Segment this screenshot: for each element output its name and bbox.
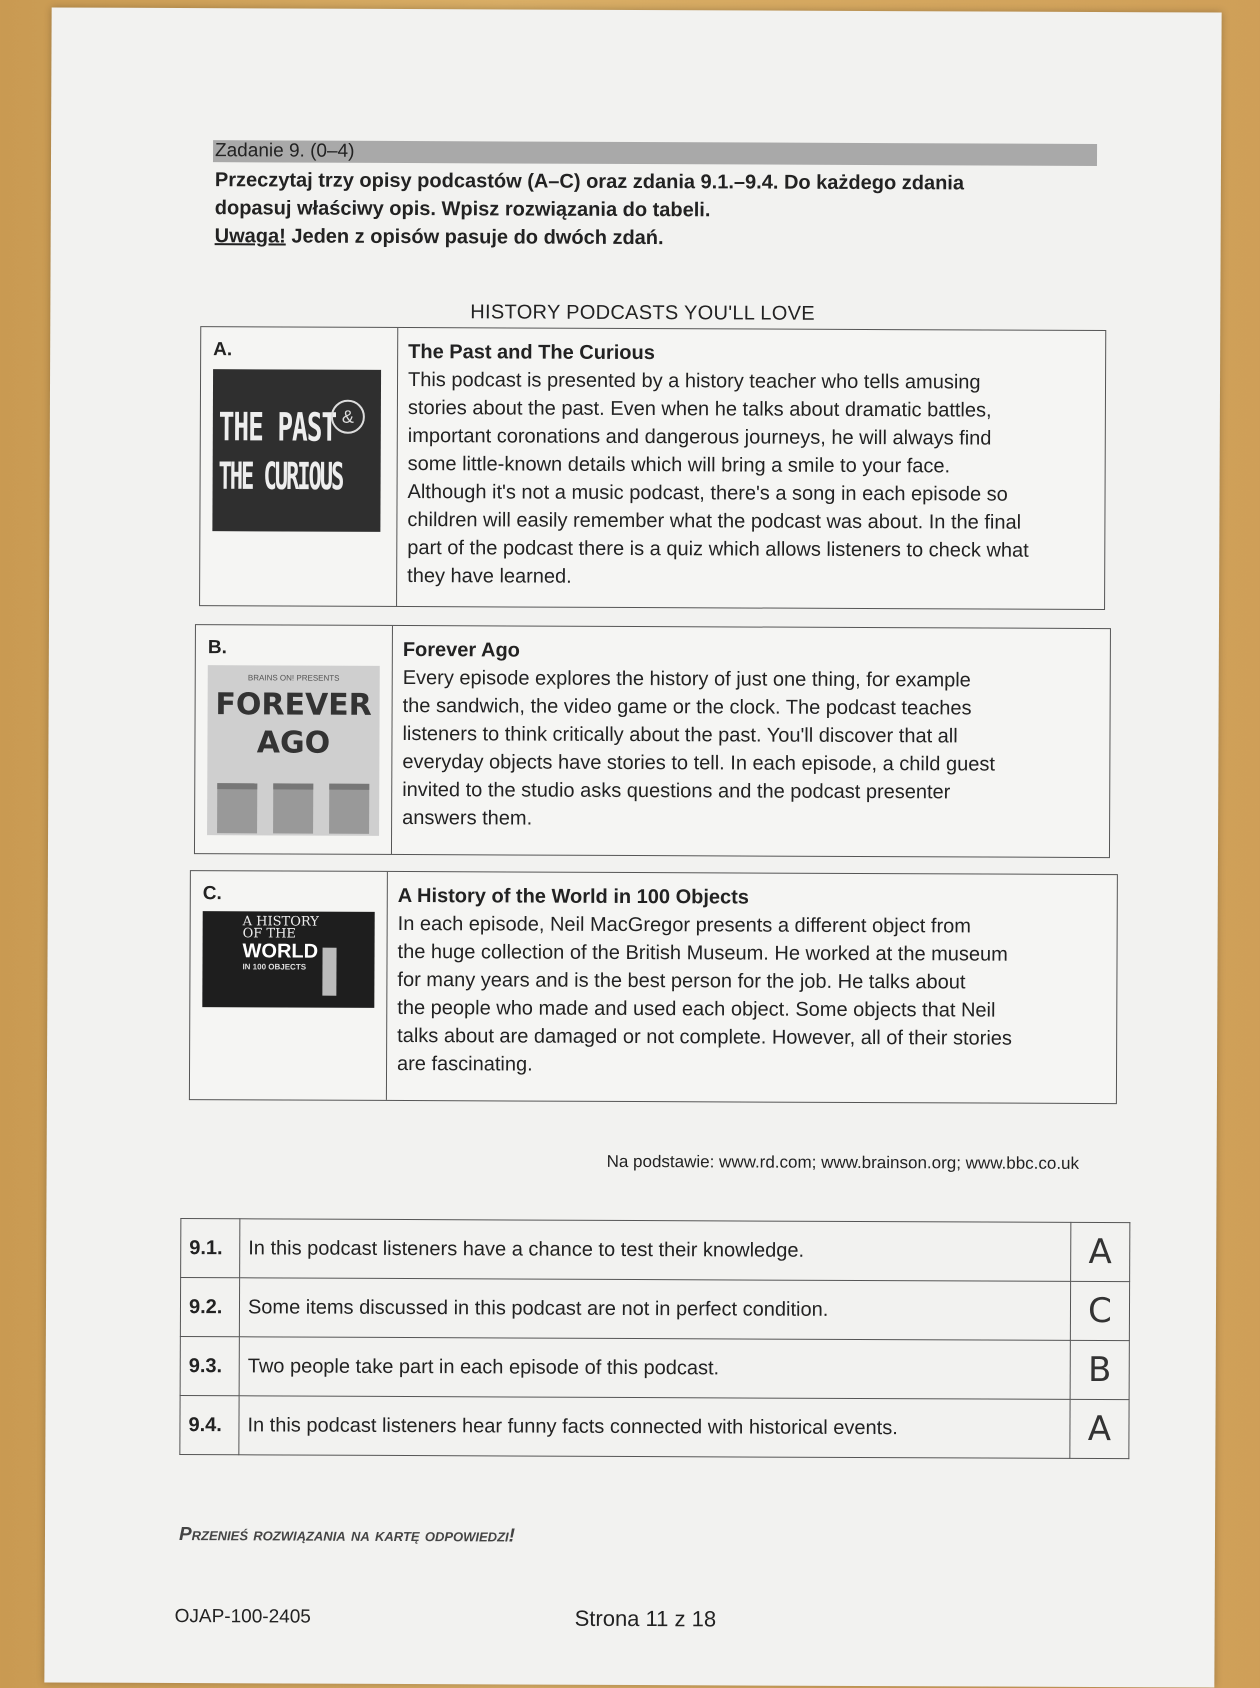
answer-cell[interactable]: C bbox=[1070, 1281, 1129, 1340]
warning-label: Uwaga! bbox=[214, 225, 286, 248]
row-statement: In this podcast listeners hear funny facts connected with historical events. bbox=[239, 1396, 1070, 1459]
the-past-curious-logo: THE PAST & THE CURIOUS bbox=[212, 369, 381, 532]
card-c-image-cell bbox=[190, 871, 388, 1100]
answer-cell[interactable]: A bbox=[1071, 1222, 1130, 1281]
exam-code: OJAP-100-2405 bbox=[174, 1606, 311, 1628]
instruction-warning bbox=[215, 222, 1095, 254]
row-number: 9.1. bbox=[181, 1219, 240, 1278]
card-b-letter: B. bbox=[207, 637, 227, 659]
lightbulb-icon: & bbox=[331, 400, 365, 434]
exam-page bbox=[44, 7, 1221, 1687]
page-number: Strona 11 z 18 bbox=[574, 1605, 717, 1632]
card-a-letter: A. bbox=[213, 339, 233, 361]
article-heading: HISTORY PODCASTS YOU'LL LOVE bbox=[470, 301, 815, 325]
instruction-line-1: Przeczytaj trzy opisy podcastów (A–C) oraz zdania 9.1.–9.4. Do każdego zdania bbox=[214, 169, 965, 195]
pedestal-icon bbox=[217, 783, 257, 833]
table-row bbox=[180, 1396, 1129, 1459]
row-statement: Some items discussed in this podcast are not in perfect condition. bbox=[239, 1278, 1070, 1341]
row-statement: Two people take part in each episode of this podcast. bbox=[239, 1337, 1070, 1400]
card-a-text: The Past and The Curious This podcast is presented by a history teacher who tells amusing stories about the past. Even when he talks about dramatic battles, important coronations and dangerous journeys, he will always find some little-known details which will bring a smile to your face. Although it's not a music podcast, there's a song in each episode so children will easily remember what the podcast was about. In the final part of the podcast there is a quiz which allows listeners to check what they have learned. bbox=[397, 328, 1105, 609]
warning-text: Jeden z opisów pasuje do dwóch zdań. bbox=[285, 225, 664, 250]
history-world-logo: A HISTORY OF THE WORLD IN 100 OBJECTS bbox=[202, 911, 374, 1008]
pedestal-icon bbox=[273, 783, 313, 833]
podcast-card-a bbox=[199, 326, 1106, 610]
card-b-text: Forever Ago Every episode explores the history of just one thing, for example the sandwich, the video game or the clock. The podcast teaches listeners to think critically about the past. You'll discover that all everyday objects have stories to tell. In each episode, a child guest invited to the studio asks questions and the podcast presenter answers them. bbox=[392, 626, 1110, 857]
table-row bbox=[180, 1337, 1129, 1400]
task-header: Zadanie 9. (0–4) bbox=[213, 140, 1097, 166]
card-a-title: The Past and The Curious bbox=[408, 341, 655, 365]
row-statement: In this podcast listeners have a chance to test their knowledge. bbox=[240, 1219, 1071, 1282]
row-number: 9.3. bbox=[180, 1337, 239, 1396]
statue-figure-icon bbox=[322, 948, 336, 996]
row-number: 9.2. bbox=[180, 1278, 239, 1337]
card-c-text: A History of the World in 100 Objects In each episode, Neil MacGregor presents a different object from the huge collection of the British Museum. He worked at the museum for many years and is the best person for the job. He talks about the people who made and used each object. Some objects that Neil talks about are damaged or not complete. However, all of their stories are fascinating. bbox=[387, 872, 1117, 1103]
forever-ago-logo: BRAINS ON! PRESENTS FOREVER AGO bbox=[207, 665, 380, 836]
row-number: 9.4. bbox=[180, 1396, 239, 1455]
card-c-letter: C. bbox=[202, 883, 222, 905]
podcast-card-c bbox=[189, 870, 1118, 1104]
table-row bbox=[181, 1219, 1130, 1282]
instructions bbox=[215, 166, 1095, 254]
card-a-image-cell bbox=[200, 327, 398, 606]
card-b-image-cell bbox=[195, 625, 393, 854]
pedestal-icon bbox=[329, 784, 369, 834]
answer-cell[interactable]: A bbox=[1070, 1399, 1129, 1458]
podcast-card-b bbox=[194, 624, 1111, 858]
transfer-note: Przenieś rozwiązania na kartę odpowiedzi! bbox=[178, 1524, 516, 1547]
table-row bbox=[180, 1278, 1129, 1341]
card-b-title: Forever Ago bbox=[402, 638, 520, 662]
instruction-line-2: dopasuj właściwy opis. Wpisz rozwiązania do tabeli. bbox=[214, 197, 711, 222]
source-note: Na podstawie: www.rd.com; www.brainson.org; www.bbc.co.uk bbox=[606, 1151, 1080, 1173]
card-c-title: A History of the World in 100 Objects bbox=[397, 884, 750, 909]
answer-table bbox=[179, 1218, 1130, 1459]
answer-cell[interactable]: B bbox=[1070, 1340, 1129, 1399]
